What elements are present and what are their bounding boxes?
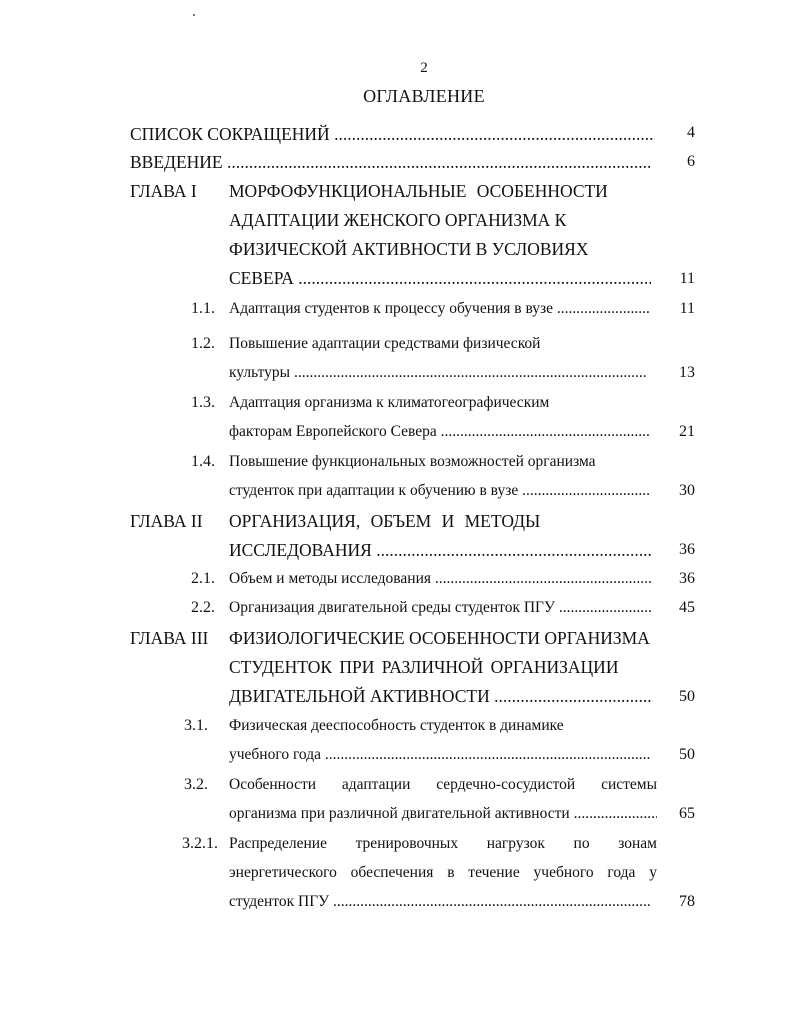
section-number: 3.1. [184,717,208,734]
section-number: 3.2. [184,776,208,793]
toc-page: 6 [687,153,695,170]
toc-entry-section-1-4[interactable] [229,482,651,500]
chapter-label: ГЛАВА II [130,511,203,531]
toc-entry-text: Объем и методы исследования [229,570,431,587]
toc-entry-text: СПИСОК СОКРАЩЕНИЙ [130,124,330,144]
scan-speck [193,14,195,16]
section-title-line: Физическая дееспособность студенток в динамике [229,717,564,734]
section-number: 1.3. [191,394,215,411]
toc-entry-section-1-3[interactable] [229,423,651,441]
toc-page: 36 [679,570,695,587]
toc-page: 11 [679,300,695,317]
toc-entry-chapter-2[interactable] [229,540,651,561]
toc-entry-section-3-1[interactable] [229,746,651,764]
toc-entry-abbreviations[interactable] [130,124,655,145]
page-number: 2 [420,60,428,76]
toc-page: 50 [679,688,695,705]
section-title-line: Распределение тренировочных нагрузок по зонам [229,835,657,852]
toc-entry-text: ВВЕДЕНИЕ [130,152,223,172]
toc-entry-section-2-1[interactable] [229,570,653,588]
toc-page: 65 [679,805,695,822]
page-title: ОГЛАВЛЕНИЕ [363,86,485,106]
section-title-line: Особенности адаптации сердечно-сосудистой системы [229,776,657,793]
section-number: 1.4. [191,453,215,470]
section-number: 1.2. [191,335,215,352]
section-number: 3.2.1. [182,835,218,852]
toc-entry-section-1-1[interactable] [229,300,651,318]
toc-entry-chapter-3[interactable] [229,686,651,707]
toc-page: 11 [679,270,695,287]
toc-entry-section-3-2[interactable] [229,805,657,823]
toc-entry-text: факторам Европейского Севера [229,423,437,440]
toc-entry-text: ДВИГАТЕЛЬНОЙ АКТИВНОСТИ [229,686,490,706]
toc-entry-text: СЕВЕРА [229,268,294,288]
toc-entry-text: студенток ПГУ [229,893,330,910]
toc-page: 78 [679,893,695,910]
toc-entry-text: ИССЛЕДОВАНИЯ [229,540,372,560]
chapter-label: ГЛАВА III [130,628,209,648]
toc-page: 36 [679,541,695,558]
section-number: 1.1. [191,300,215,317]
toc-entry-section-1-2[interactable] [229,364,647,382]
chapter-title-line: АДАПТАЦИИ ЖЕНСКОГО ОРГАНИЗМА К [229,210,567,230]
section-number: 2.1. [191,570,215,587]
toc-entry-text: культуры [229,364,291,381]
toc-entry-chapter-1[interactable] [229,268,651,289]
section-title-line: Адаптация организма к климатогеографическим [229,394,550,411]
section-title-line: энергетического обеспечения в течение учебного года у [229,864,657,881]
toc-page: 4 [687,124,695,141]
toc-page: 45 [679,599,695,616]
toc-entry-text: студенток при адаптации к обучению в вузе [229,482,519,499]
chapter-title-line: СТУДЕНТОК ПРИ РАЗЛИЧНОЙ ОРГАНИЗАЦИИ [229,657,619,677]
chapter-title-line: МОРФОФУНКЦИОНАЛЬНЫЕ ОСОБЕННОСТИ [229,181,608,201]
section-number: 2.2. [191,599,215,616]
chapter-title-line: ФИЗИОЛОГИЧЕСКИЕ ОСОБЕННОСТИ ОРГАНИЗМА [229,628,650,648]
toc-entry-introduction[interactable] [130,152,650,173]
section-title-line: Повышение функциональных возможностей организма [229,453,596,470]
toc-page: 30 [679,482,695,499]
toc-entry-text: Адаптация студентов к процессу обучения в вузе [229,300,554,317]
chapter-title-line: ФИЗИЧЕСКОЙ АКТИВНОСТИ В УСЛОВИЯХ [229,239,589,259]
toc-page: 13 [679,364,695,381]
toc-entry-text: Организация двигательной среды студенток ПГУ [229,599,555,616]
toc-page: 50 [679,746,695,763]
toc-page: 21 [679,423,695,440]
chapter-label: ГЛАВА I [130,181,197,201]
toc-entry-section-3-2-1[interactable] [229,893,651,911]
toc-entry-section-2-2[interactable] [229,599,653,617]
toc-entry-text: учебного года [229,746,321,763]
toc-entry-text: организма при различной двигательной активности [229,805,570,822]
section-title-line: Повышение адаптации средствами физической [229,335,541,352]
chapter-title-line: ОРГАНИЗАЦИЯ, ОБЪЕМ И МЕТОДЫ [229,511,541,531]
